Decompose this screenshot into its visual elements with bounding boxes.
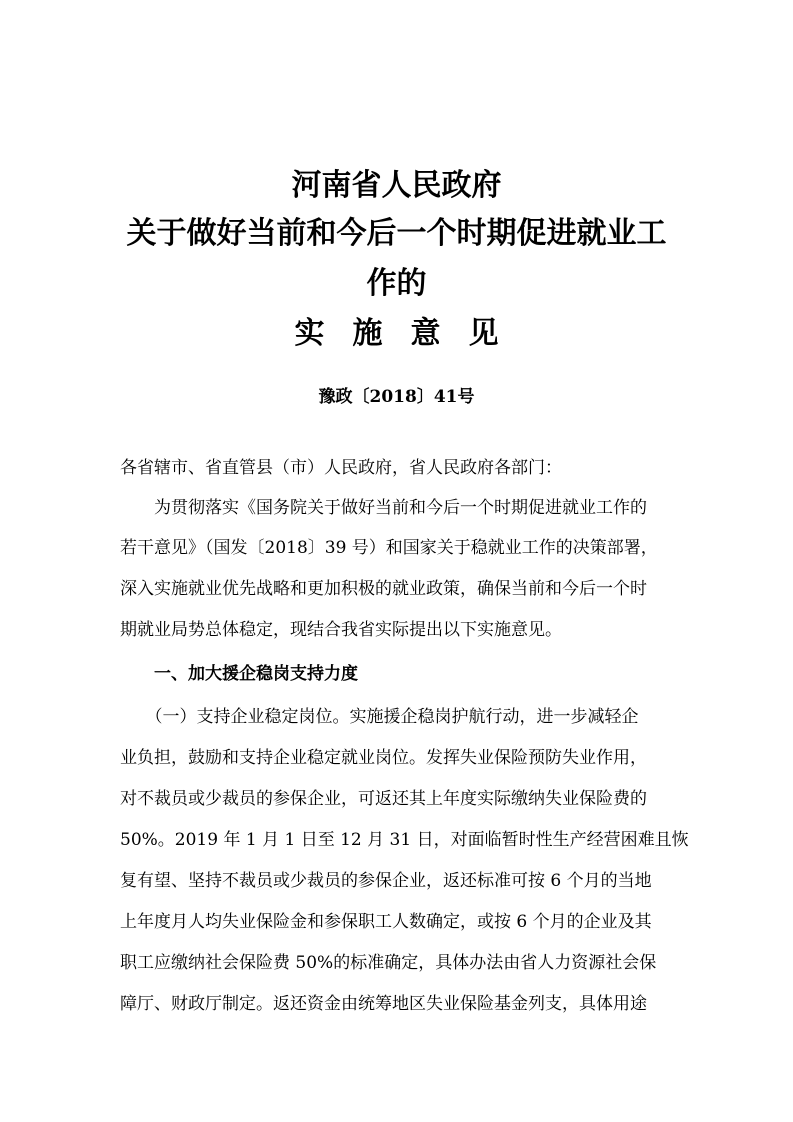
document-number: 豫政〔2018〕41号 (318, 387, 475, 407)
item-line: （一）支持企业稳定岗位。实施援企稳岗护航行动，进一步减轻企 (120, 707, 639, 727)
item-line: 职工应缴纳社会保险费 50%的标准确定，具体办法由省人力资源社会保 (120, 953, 657, 973)
title-line-2: 关于做好当前和今后一个时期促进就业工 (126, 216, 667, 251)
intro-line: 期就业局势总体稳定，现结合我省实际提出以下实施意见。 (120, 620, 562, 640)
item-line: 上年度月人均失业保险金和参保职工人数确定，或按 6 个月的企业及其 (120, 912, 652, 932)
title-line-1: 河南省人民政府 (291, 168, 502, 203)
intro-line: 为贯彻落实《国务院关于做好当前和今后一个时期促进就业工作的 (120, 498, 647, 518)
title-line-3: 作的 (366, 266, 427, 301)
salutation: 各省辖市、省直管县（市）人民政府，省人民政府各部门： (120, 458, 562, 478)
item-line: 50%。2019 年 1 月 1 日至 12 月 31 日，对面临暂时性生产经营困难且恢 (120, 830, 689, 850)
intro-line: 若干意见》（国发〔2018〕39 号）和国家关于稳就业工作的决策部署， (120, 538, 658, 558)
item-line: 业负担，鼓励和支持企业稳定就业岗位。发挥失业保险预防失业作用， (120, 748, 647, 768)
item-line: 障厅、财政厅制定。返还资金由统筹地区失业保险基金列支，具体用途 (120, 994, 647, 1014)
item-line: 复有望、坚持不裁员或少裁员的参保企业，返还标准可按 6 个月的当地 (120, 871, 652, 891)
title-line-4: 实施意见 (294, 316, 527, 351)
section-heading: 一、加大援企稳岗支持力度 (120, 664, 358, 684)
item-line: 对不裁员或少裁员的参保企业，可返还其上年度实际缴纳失业保险费的 (120, 789, 647, 809)
intro-line: 深入实施就业优先战略和更加积极的就业政策，确保当前和今后一个时 (120, 579, 647, 599)
